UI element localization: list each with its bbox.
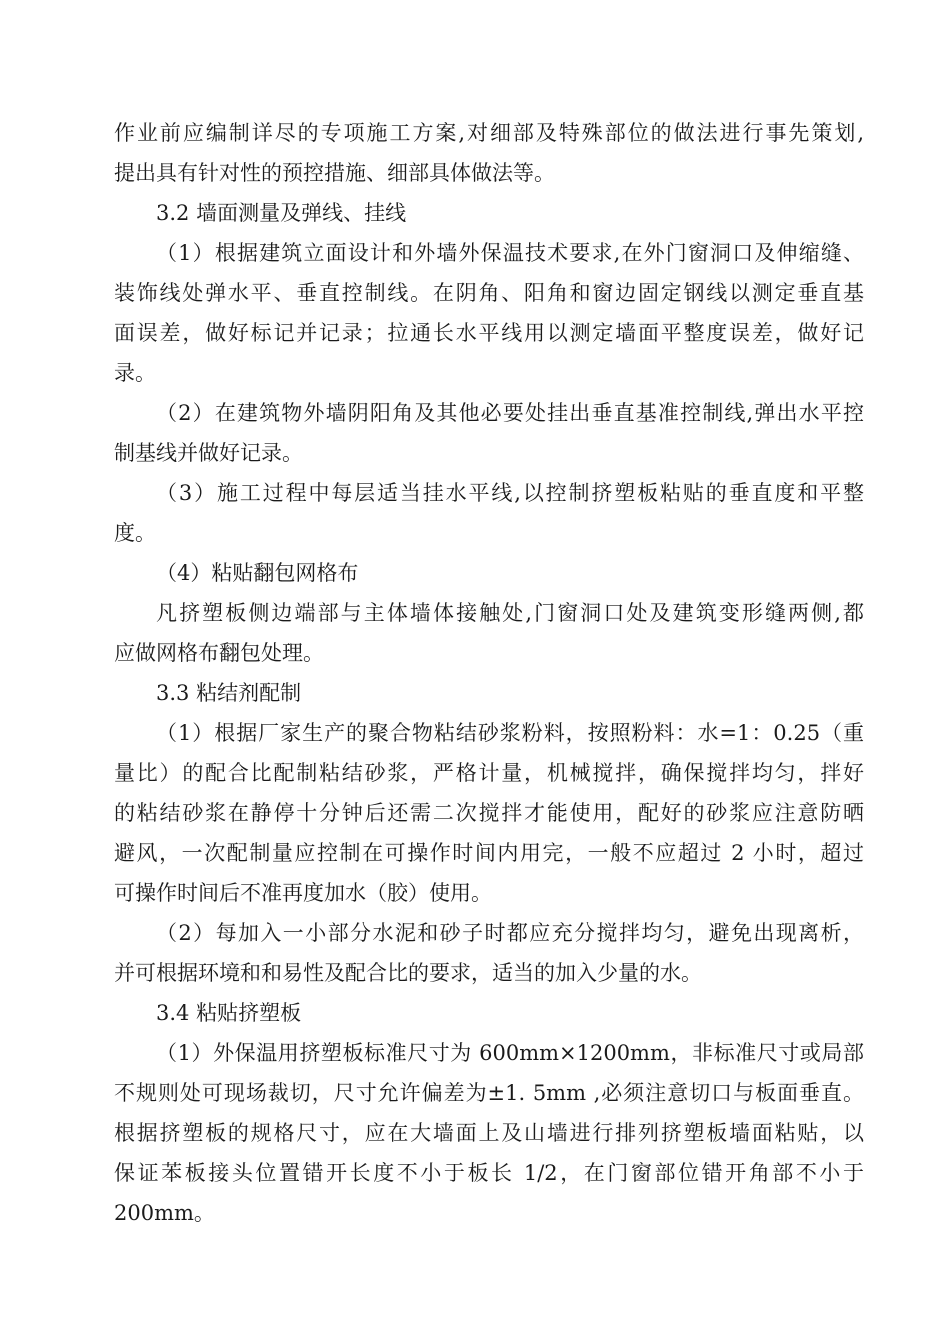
body-text-line: 装饰线处弹水平、垂直控制线。在阴角、阳角和窗边固定钢线以测定垂直基 [114,281,864,305]
body-text-line: 凡挤塑板侧边端部与主体墙体接触处,门窗洞口处及建筑变形缝两侧,都 [156,601,864,625]
body-text-line: 提出具有针对性的预控措施、细部具体做法等。 [114,161,555,185]
body-text-line: 面误差，做好标记并记录；拉通长水平线用以测定墙面平整度误差，做好记 [114,321,864,345]
body-text-line: （1）外保温用挤塑板标准尺寸为 600mm×1200mm，非标准尺寸或局部 [156,1041,864,1065]
body-text-line: （2）在建筑物外墙阴阳角及其他必要处挂出垂直基准控制线,弹出水平控 [156,401,864,425]
body-text-line: 保证苯板接头位置错开长度不小于板长 1/2，在门窗部位错开角部不小于 [114,1161,864,1185]
body-text-line: 并可根据环境和和易性及配合比的要求，适当的加入少量的水。 [114,961,702,985]
body-text-line: 避风，一次配制量应控制在可操作时间内用完，一般不应超过 2 小时，超过 [114,841,864,865]
body-text-line: 录。 [114,361,156,385]
subsection-heading: （4）粘贴翻包网格布 [156,561,359,585]
body-text-line: 度。 [114,521,156,545]
body-text-line: 作业前应编制详尽的专项施工方案,对细部及特殊部位的做法进行事先策划, [114,121,864,145]
body-text-line: （2）每加入一小部分水泥和砂子时都应充分搅拌均匀，避免出现离析， [156,921,864,945]
section-heading: 3.3 粘结剂配制 [156,681,302,705]
body-text-line: （1）根据建筑立面设计和外墙外保温技术要求,在外门窗洞口及伸缩缝、 [156,241,864,265]
body-text-line: 可操作时间后不准再度加水（胶）使用。 [114,881,492,905]
body-text-line: （3）施工过程中每层适当挂水平线,以控制挤塑板粘贴的垂直度和平整 [156,481,864,505]
body-text-line: 根据挤塑板的规格尺寸，应在大墙面上及山墙进行排列挤塑板墙面粘贴，以 [114,1121,864,1145]
section-heading: 3.2 墙面测量及弹线、挂线 [156,201,407,225]
body-text-line: 制基线并做好记录。 [114,441,303,465]
section-heading: 3.4 粘贴挤塑板 [156,1001,302,1025]
body-text-line: 的粘结砂浆在静停十分钟后还需二次搅拌才能使用，配好的砂浆应注意防晒 [114,801,864,825]
body-text-line: 应做网格布翻包处理。 [114,641,324,665]
body-text-line: 量比）的配合比配制粘结砂浆，严格计量，机械搅拌，确保搅拌均匀，拌好 [114,761,864,785]
body-text-line: 不规则处可现场裁切，尺寸允许偏差为±1. 5mm ,必须注意切口与板面垂直。 [114,1081,864,1105]
body-text-line: 200mm。 [114,1201,215,1225]
body-text-line: （1）根据厂家生产的聚合物粘结砂浆粉料，按照粉料：水=1：0.25（重 [156,721,864,745]
